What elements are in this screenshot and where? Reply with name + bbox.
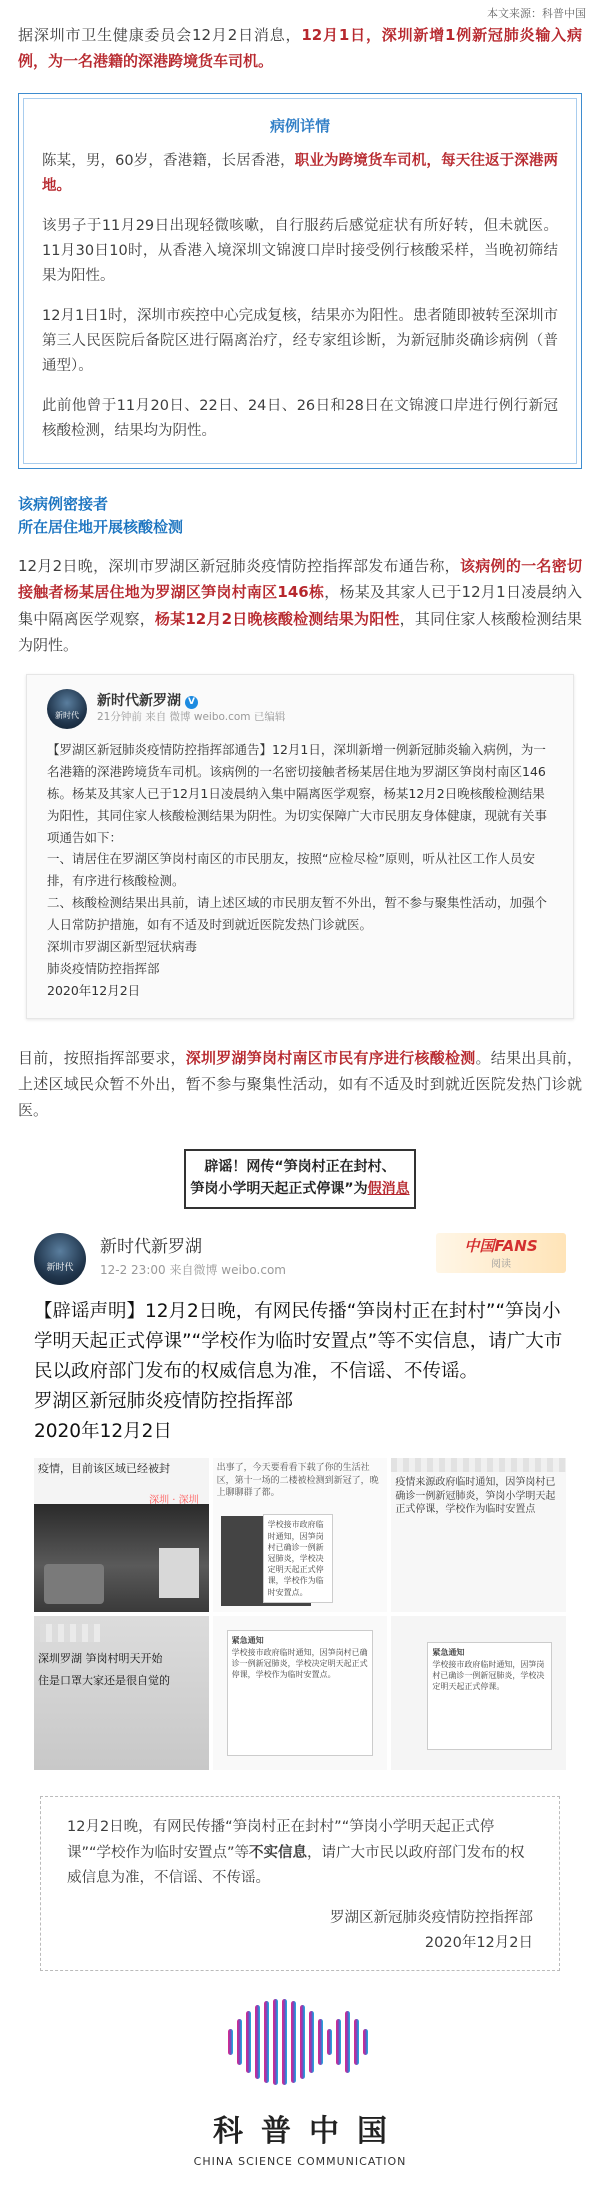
intro-paragraph	[0, 22, 600, 75]
current-text-2: 。结果出具前，上述区域民众暂不外出，暂不参与聚集性活动，如有不适及时到就近医院发热门诊就医。	[18, 1048, 582, 1119]
section-heading-line-1: 该病例密接者	[18, 494, 109, 513]
weibo-rumor-namebox	[100, 1236, 286, 1281]
rumor-banner-line-2	[190, 1179, 410, 1201]
ad-title: 中国FANS	[464, 1236, 538, 1255]
screenshot-3-caption: 疫情来源政府临时通知，因笋岗村已确诊一例新冠肺炎，笋岗小学明天起正式停课，学校作为临时安置点	[395, 1477, 556, 1516]
emergency-notice-title: 紧急通知	[231, 1636, 264, 1646]
blurred-area	[391, 1458, 566, 1472]
forwarded-note	[263, 1514, 333, 1602]
weibo-account-name[interactable]	[97, 692, 285, 710]
weibo-account-name-text: 新时代新罗湖	[97, 693, 181, 710]
rumor-screenshot-5[interactable]	[213, 1616, 388, 1770]
weibo-line: 肺炎疫情防控指挥部	[47, 960, 160, 976]
avatar[interactable]	[47, 689, 87, 729]
weibo-namebox	[97, 692, 285, 726]
weibo-post-rumor	[34, 1233, 566, 1771]
quote-text-1: 12月2日晚，有网民传播“笋岗村正在封村”“笋岗小学明天起正式停课”“学校作为临时安置点”等	[67, 1819, 495, 1861]
case-para-3: 12月1日1时，深圳市疾控中心完成复核，结果亦为阳性。患者随即被转至深圳市第三人民医院后备院区进行隔离治疗，经专家组诊断，为新冠肺炎确诊病例（普通型）。	[42, 307, 558, 375]
china-science-logo	[0, 1989, 600, 2171]
emergency-notice	[227, 1630, 374, 1756]
emergency-notice-body: 学校接市政府临时通知，因笋岗村已确诊一例新冠肺炎，学校决定明天起正式停课，学校作为临时安置点。	[231, 1647, 368, 1680]
weibo-rumor-signature: 罗湖区新冠肺炎疫情防控指挥部	[34, 1390, 294, 1412]
photo-building-shape	[159, 1548, 199, 1598]
weibo-post-header	[47, 689, 553, 729]
weibo-rumor-text: 【辟谣声明】12月2日晚，有网民传播“笋岗村正在封村”“笋岗小学明天起正式停课”“学校作为临时安置点”等不实信息，请广大市民以政府部门发布的权威信息为准，不信谣、不传谣。	[34, 1300, 563, 1382]
rumor-screenshot-1[interactable]	[34, 1458, 209, 1612]
rumor-banner-fake-label: 假消息	[367, 1180, 410, 1197]
weibo-rumor-body	[34, 1297, 566, 1447]
forwarded-note-text: 学校接市政府临时通知，因笋岗村已确诊一例新冠肺炎，学校决定明天起正式停课，学校作为临时安置点。	[267, 1520, 324, 1597]
weibo-line: 一、请居住在罗湖区笋岗村南区的市民朋友，按照“应检尽检”原则，听从社区工作人员安排，有序进行核酸检测。	[47, 851, 535, 889]
weibo-line: 【罗湖区新冠肺炎疫情防控指挥部通告】12月1日，深圳新增一例新冠肺炎输入病例，为一名港籍的深港跨境货车司机。该病例的一名密切接触者杨某居住地为罗湖区笋岗村南区146栋。杨某及其家人已于12月1日凌晨纳入集中隔离医学观察，杨某12月2日晚核酸检测结果为阳性，其同住家人核酸检测结果为阴性。为切实保障广大市民朋友身体健康，现就有关事项通告如下：	[47, 742, 548, 845]
rumor-screenshot-6[interactable]	[391, 1616, 566, 1770]
contact-text-3: ，其同住家人核酸检测结果为阴性。	[18, 609, 582, 654]
case-details-inner	[23, 98, 577, 464]
weibo-rumor-date: 2020年12月2日	[34, 1420, 172, 1442]
case-para-2: 该男子于11月29日出现轻微咳嗽，自行服药后感觉症状有所好转，但未就医。11月30日10时，从香港入境深圳文锦渡口岸时接受例行核酸采样，当晚初筛结果为阳性。	[42, 217, 558, 285]
quote-signature-date: 2020年12月2日	[424, 1934, 533, 1951]
logo-chinese-text: 科普中国	[213, 2113, 405, 2149]
rumor-screenshot-3[interactable]	[391, 1458, 566, 1612]
rumor-banner-line-1: 辟谣！网传“笋岗村正在封村、	[204, 1159, 396, 1176]
emergency-notice-title: 紧急通知	[432, 1648, 465, 1658]
weibo-rumor-header	[34, 1233, 566, 1285]
photo-vehicle-shape	[44, 1564, 104, 1604]
rumor-banner-line-2-plain: 笋岗小学明天起正式停课”为	[190, 1180, 368, 1197]
weibo-post-meta: 12-2 23:00 来自微博 weibo.com	[100, 1263, 286, 1278]
case-details-title: 病例详情	[269, 116, 330, 135]
blurred-area	[40, 1624, 100, 1642]
quote-signature	[67, 1906, 533, 1957]
quote-bold: 不实信息	[249, 1844, 308, 1861]
source-label: 本文来源：科普中国	[487, 7, 586, 20]
emergency-notice	[427, 1642, 552, 1750]
avatar[interactable]	[34, 1233, 86, 1285]
avatar-text: 新时代	[46, 1262, 74, 1273]
weibo-image-grid	[34, 1458, 566, 1770]
weibo-post-notice	[26, 674, 574, 1019]
screenshot-4-caption: 深圳罗湖 笋岗村明天开始	[38, 1652, 163, 1666]
quote-text-2: ，请广大市民以政府部门发布的权威信息为准，不信谣、不传谣。	[67, 1844, 525, 1887]
current-text-1: 目前，按照指挥部要求，	[18, 1048, 186, 1067]
section-heading-line-2: 所在居住地开展核酸检测	[18, 517, 184, 536]
quote-signature-org: 罗湖区新冠肺炎疫情防控指挥部	[330, 1909, 533, 1926]
verified-badge-icon: V	[185, 696, 198, 709]
current-status-paragraph	[0, 1045, 600, 1124]
screenshot-1-caption: 疫情，目前该区域已经被封	[38, 1462, 170, 1476]
case-para-1	[42, 149, 558, 200]
rumor-screenshot-2[interactable]	[213, 1458, 388, 1612]
ad-subtitle: 阅读	[491, 1258, 511, 1270]
rumor-screenshot-4[interactable]	[34, 1616, 209, 1770]
case-para-1-highlight: 职业为跨境货车司机，每天往返于深港两地。	[42, 152, 559, 195]
contact-text-1: 12月2日晚，深圳市罗湖区新冠肺炎疫情防控指挥部发布通告称，	[18, 557, 460, 575]
weibo-post-meta: 21分钟前 来自 微博 weibo.com 已编辑	[97, 711, 286, 724]
weibo-line: 二、核酸检测结果出具前，请上述区域的市民朋友暂不外出，暂不参与聚集性活动，加强个人日常防护措施，如有不适及时到就近医院发热门诊就医。	[47, 895, 548, 932]
screenshot-4-caption-2: 住是口罩大家还是很自觉的	[38, 1674, 170, 1688]
weibo-line: 深圳市罗湖区新型冠状病毒	[47, 938, 198, 954]
contact-text-2: ，杨某及其家人已于12月1日凌晨纳入集中隔离医学观察，	[18, 583, 582, 628]
rumor-quote-text	[67, 1815, 533, 1891]
rumor-quote-box	[40, 1796, 560, 1971]
case-para-1-plain: 陈某，男，60岁，香港籍，长居香港，	[42, 152, 295, 169]
contact-highlight-2: 杨某12月2日晚核酸检测结果为阳性	[154, 609, 400, 628]
intro-highlight: 12月1日，深圳新增1例新冠肺炎输入病例，为一名港籍的深港跨境货车司机。	[18, 26, 583, 71]
section-heading	[0, 493, 600, 540]
case-para-4: 此前他曾于11月20日、22日、24日、26日和28日在文锦渡口岸进行例行新冠核酸检测，结果均为阴性。	[42, 397, 558, 440]
weibo-line: 2020年12月2日	[47, 982, 141, 998]
ad-banner[interactable]	[436, 1233, 566, 1273]
current-highlight: 深圳罗湖笋岗村南区市民有序进行核酸检测	[185, 1048, 476, 1067]
screenshot-1-location: 深圳 · 深圳	[149, 1495, 199, 1507]
intro-plain: 据深圳市卫生健康委员会12月2日消息，	[18, 26, 302, 44]
contact-highlight-1: 该病例的一名密切接触者杨某居住地为罗湖区笋岗村南区146栋	[18, 557, 582, 602]
emergency-notice-body: 学校接市政府临时通知，因笋岗村已确诊一例新冠肺炎，学校决定明天起正式停课。	[432, 1659, 545, 1692]
case-details-box	[18, 93, 582, 469]
avatar-text: 新时代	[55, 711, 79, 720]
rumor-banner	[184, 1149, 416, 1208]
screenshot-2-caption: 出事了，今天要看看下载了你的生活社区，第十一场的二楼被检测到新冠了，晚上聊聊群了都。	[216, 1463, 379, 1498]
logo-english-text: CHINA SCIENCE COMMUNICATION	[193, 2154, 407, 2168]
weibo-post-body	[47, 739, 553, 1002]
contact-paragraph	[0, 553, 600, 658]
weibo-account-name[interactable]: 新时代新罗湖	[100, 1237, 202, 1258]
